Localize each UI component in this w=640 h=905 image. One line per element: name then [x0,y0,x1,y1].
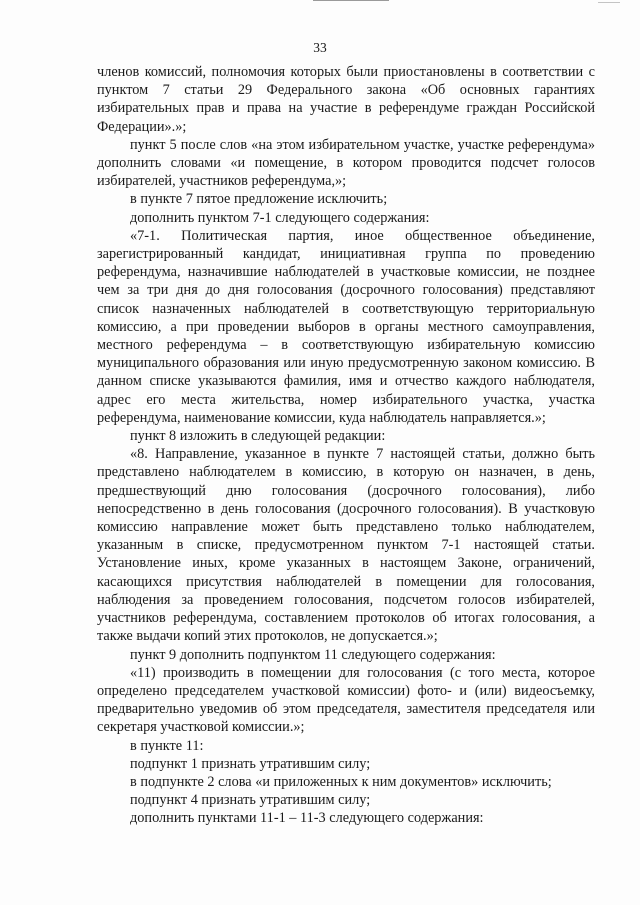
paragraph: «8. Направление, указанное в пункте 7 настоящей статьи, должно быть представлено наблюдателем в комиссию, в которую он назначен, в день, предшествующий дню голосования (досрочного голосования), либо непосредственно в день голосования (досрочного голосования). В участковую комиссию направление может быть представлено только наблюдателем, указанным в списке, предусмотренном пунктом 7-1 настоящей статьи. Установление иных, кроме указанных в настоящем Законе, ограничений, касающихся присутствия наблюдателей в помещении для голосования, наблюдения за проведением голосования, подсчетом голосов избирателей, участников референдума, составлением протоколов об итогах голосования, а также выдачи копий этих протоколов, не допускается.»; [97,446,595,645]
paragraph: дополнить пунктом 7-1 следующего содержания: [130,209,430,226]
paragraph: пункт 8 изложить в следующей редакции: [130,428,386,445]
paragraph: «7-1. Политическая партия, иное общественное объединение, зарегистрированный кандидат, инициативная группа по проведению референдума, назначившие наблюдателей в участковые комиссии, не позднее чем за три дня до дня голосования (досрочного голосования) представляют список назначенных наблюдателей в соответствующую территориальную комиссию, а при проведении выборов в органы местного самоуправления, местного референдума – в соответствующую избирательную комиссию муниципального образования или иную предусмотренную законом комиссию. В данном списке указываются фамилия, имя и отчество каждого наблюдателя, адрес его места жительства, номер избирательного участка, участка референдума, наименование комиссии, куда наблюдатель направляется.»; [97,227,595,426]
page-number: 33 [313,40,327,55]
paragraph: подпункт 1 признать утратившим силу; [130,755,371,772]
paragraph: в пункте 11: [130,737,204,754]
scan-edge-mark [313,0,389,1]
paragraph: подпункт 4 признать утратившим силу; [130,792,371,809]
paragraph: членов комиссий, полномочия которых были приостановлены в соответствии с пунктом 7 статьи 29 Федерального закона «Об основных гарантиях избирательных прав и права на участие в референдуме граждан Российской Федерации».»; [97,64,595,135]
paragraph: пункт 5 после слов «на этом избирательном участке, участке референдума» дополнить словами «и помещение, в котором проводится подсчет голосов избирателей, участников референдума,»; [97,136,595,190]
paragraph: в пункте 7 пятое предложение исключить; [130,191,388,208]
paragraph: «11) производить в помещении для голосования (с того места, которое определено председателем участковой комиссии) фото- и (или) видеосъемку, предварительно уведомив об этом председателя, заместителя председателя или секретаря участковой комиссии.»; [97,664,595,736]
paragraph: в подпункте 2 слова «и приложенных к ним документов» исключить; [130,773,552,790]
scan-edge-mark [598,2,620,3]
paragraph: дополнить пунктами 11-1 – 11-3 следующего содержания: [130,810,484,827]
document-body [97,63,595,828]
paragraph: пункт 9 дополнить подпунктом 11 следующего содержания: [130,646,496,663]
